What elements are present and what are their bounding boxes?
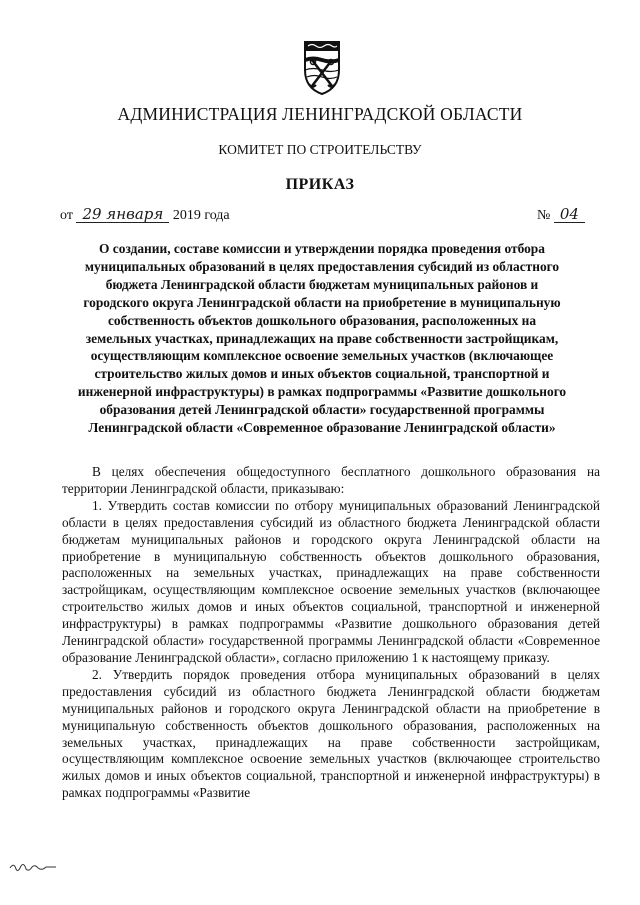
order-subject: О создании, составе комиссии и утверждении порядка проведения отбора муниципальных образований в целях предоставления субсидий из областного бюджета Ленинградской области бюджетам муниципальных районов и городского округа Ленинградской области на приобретение в муниципальную собственность объектов дошкольного образования, расположенных на земельных участках, принадлежащих на праве собственности застройщикам, осуществляющим комплексное освоение земельных участков (включающее строительство жилых домов и иных объектов социальной, транспортной и инженерной инфраструктуры) в рамках подпрограммы «Развитие дошкольного образования детей Ленинградской области» государственной программы Ленинградской области «Современное образование Ленинградской области»: [77, 241, 567, 436]
coat-of-arms-icon: [302, 40, 342, 96]
administration-title: АДМИНИСТРАЦИЯ ЛЕНИНГРАДСКОЙ ОБЛАСТИ: [117, 104, 523, 124]
order-body: [62, 464, 600, 802]
number-prefix: №: [537, 208, 551, 223]
order-date: [60, 206, 230, 224]
intro-paragraph: В целях обеспечения общедоступного бесплатного дошкольного образования на территории Ленинградской области, приказываю:: [62, 464, 600, 496]
document-type-heading: ПРИКАЗ: [285, 176, 355, 193]
item-2-paragraph: 2. Утвердить порядок проведения отбора муниципальных образований в целях предоставления субсидий из областного бюджета Ленинградской области бюджетам муниципальных районов и городского округа Ленинградской области на приобретение в муниципальную собственность объектов дошкольного образования, расположенных на земельных участках, принадлежащих на праве собственности застройщикам, осуществляющим комплексное освоение земельных участков (включающее строительство жилых домов и иных объектов социальной, транспортной и инженерной инфраструктуры) в рамках подпрограммы «Развитие: [62, 666, 600, 801]
date-year: 2019 года: [172, 208, 230, 223]
handwritten-number: 04: [554, 206, 585, 223]
handwritten-date: 29 января: [76, 206, 169, 223]
committee-name: КОМИТЕТ ПО СТРОИТЕЛЬСТВУ: [218, 142, 422, 157]
order-number: [537, 206, 585, 224]
signature-initials-icon: [8, 860, 58, 874]
date-prefix: от: [60, 208, 73, 223]
item-1-paragraph: 1. Утвердить состав комиссии по отбору муниципальных образований Ленинградской области в целях предоставления субсидий из областного бюджета Ленинградской области бюджетам муниципальных районов и городского округа Ленинградской области на приобретение в муниципальную собственность объектов дошкольного образования, расположенных на земельных участках, принадлежащих на праве собственности застройщикам, осуществляющим комплексное освоение земельных участков (включающее строительство жилых домов и иных объектов социальной, транспортной и инженерной инфраструктуры) в рамках подпрограммы «Развитие дошкольного образования детей Ленинградской области» государственной программы Ленинградской области «Современное образование Ленинградской области», согласно приложению 1 к настоящему приказу.: [62, 497, 600, 665]
